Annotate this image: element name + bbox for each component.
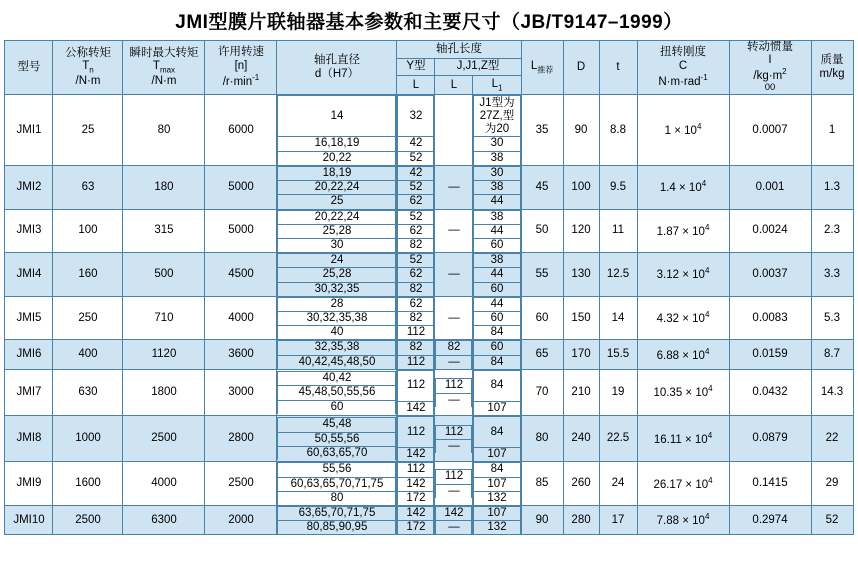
Ljz-sub: — — [436, 439, 472, 453]
cell-speed: 3000 — [205, 369, 277, 415]
cell-L-rec: 90 — [521, 506, 563, 535]
cell-bore — [277, 462, 397, 506]
cell-L-jz — [435, 95, 473, 165]
table-body — [5, 95, 853, 535]
cell-t: 15.5 — [599, 340, 637, 369]
cell-t: 11 — [599, 209, 637, 253]
cell-mass: 5.3 — [811, 296, 853, 340]
L1-sub: 44 — [474, 268, 520, 282]
cell-L-jz: — — [435, 253, 473, 297]
cell-L — [397, 340, 435, 369]
cell-mass: 52 — [811, 506, 853, 535]
L1-sub: 107 — [474, 448, 520, 462]
cell-stiffness: $4.32 \times 10^4$ — [637, 296, 729, 340]
L1-sub: 84 — [474, 370, 520, 401]
bore-sub: 20,22 — [278, 151, 396, 165]
cell-stiffness: $3.12 \times 10^4$ — [637, 253, 729, 297]
spec-table — [4, 40, 853, 535]
L-sub: 62 — [398, 224, 434, 238]
table-row — [5, 209, 853, 253]
th-L-jz: L — [435, 76, 473, 95]
cell-model: JMI8 — [5, 416, 53, 462]
cell-model: JMI7 — [5, 369, 53, 415]
cell-max-torque: 4000 — [123, 462, 205, 506]
cell-inertia: 0.0159 — [729, 340, 811, 369]
cell-inertia: 0.1415 — [729, 462, 811, 506]
cell-speed: 2800 — [205, 416, 277, 462]
th-jz-type: J,J1,Z型 — [435, 58, 521, 76]
bore-sub: 30,32,35 — [278, 282, 396, 296]
L-sub: 62 — [398, 268, 434, 282]
cell-L-jz — [435, 462, 473, 506]
cell-L-rec: 35 — [521, 95, 563, 165]
cell-speed: 4000 — [205, 296, 277, 340]
bore-sub: 14 — [278, 96, 396, 137]
L1-sub: 84 — [474, 463, 520, 477]
cell-max-torque: 315 — [123, 209, 205, 253]
cell-inertia: 0.0007 — [729, 95, 811, 165]
table-head — [5, 41, 853, 95]
cell-L1 — [473, 340, 521, 369]
cell-model: JMI2 — [5, 165, 53, 209]
cell-speed: 5000 — [205, 209, 277, 253]
cell-t: 14 — [599, 296, 637, 340]
cell-D: 150 — [563, 296, 599, 340]
L-sub: 52 — [398, 181, 434, 195]
L1-sub: 30 — [474, 166, 520, 180]
cell-D: 170 — [563, 340, 599, 369]
bore-sub: 40,42,45,48,50 — [278, 355, 396, 369]
Ljz-sub: 82 — [436, 341, 472, 355]
table-row — [5, 296, 853, 340]
cell-L-rec: 60 — [521, 296, 563, 340]
cell-D: 260 — [563, 462, 599, 506]
th-bore-l1: 轴孔直径 — [313, 54, 360, 67]
bore-sub: 25 — [278, 195, 396, 209]
Ljz-sub: 112 — [436, 425, 472, 439]
L1-sub: 107 — [474, 507, 520, 521]
bore-sub: 20,22,24 — [278, 210, 396, 224]
cell-t: 8.8 — [599, 95, 637, 165]
cell-stiffness: $6.88 \times 10^4$ — [637, 340, 729, 369]
L-sub: 82 — [398, 312, 434, 326]
L-sub: 42 — [398, 166, 434, 180]
cell-bore — [277, 296, 397, 340]
L-sub: 142 — [398, 401, 434, 415]
cell-speed: 3600 — [205, 340, 277, 369]
cell-mass: 22 — [811, 416, 853, 462]
Ljz-sub: — — [436, 393, 472, 407]
cell-t: 9.5 — [599, 165, 637, 209]
th-rated-torque-l1: 公称转矩 — [64, 47, 111, 60]
cell-L — [397, 209, 435, 253]
L1-sub: 132 — [474, 521, 520, 535]
L1-sub: 107 — [474, 477, 520, 491]
L1-sub: 44 — [474, 224, 520, 238]
L1-sub: 60 — [474, 282, 520, 296]
L1-sub: 60 — [474, 312, 520, 326]
cell-t: 22.5 — [599, 416, 637, 462]
L-sub: 52 — [398, 151, 434, 165]
cell-D: 120 — [563, 209, 599, 253]
cell-inertia: 0.001 — [729, 165, 811, 209]
th-bore-l2: d（H7） — [314, 67, 360, 80]
cell-L — [397, 296, 435, 340]
th-speed — [205, 41, 277, 95]
bore-sub: 80,85,90,95 — [278, 521, 396, 535]
cell-stiffness: $16.11 \times 10^4$ — [637, 416, 729, 462]
cell-L1 — [473, 506, 521, 535]
th-L1: $L_1$ — [473, 76, 521, 95]
L-sub: 82 — [398, 238, 434, 252]
cell-L-jz: — — [435, 165, 473, 209]
cell-model: JMI10 — [5, 506, 53, 535]
table-row — [5, 369, 853, 415]
th-bore-length-group: 轴孔长度 — [397, 41, 521, 59]
Ljz-sub: 112 — [436, 470, 472, 484]
Ljz-sub: — — [436, 521, 472, 535]
bore-sub: 20,22,24 — [278, 181, 396, 195]
th-speed-unit: $/r\cdot\min^{-1}$ — [222, 72, 260, 88]
L-sub: 172 — [398, 521, 434, 535]
cell-L — [397, 416, 435, 462]
cell-rated-torque: 63 — [53, 165, 123, 209]
bore-sub: 45,48 — [278, 418, 396, 432]
L-sub: 142 — [398, 507, 434, 521]
cell-stiffness: $1.87 \times 10^4$ — [637, 209, 729, 253]
cell-rated-torque: 160 — [53, 253, 123, 297]
bore-sub: 25,28 — [278, 224, 396, 238]
cell-mass: 29 — [811, 462, 853, 506]
th-mass-l1: 质量 — [820, 54, 844, 67]
th-L: L — [397, 76, 435, 95]
th-inertia — [729, 41, 811, 95]
th-mass — [811, 41, 853, 95]
L-sub: 32 — [398, 96, 434, 137]
th-max-torque — [123, 41, 205, 95]
cell-inertia: 0.0024 — [729, 209, 811, 253]
cell-max-torque: 2500 — [123, 416, 205, 462]
cell-bore — [277, 95, 397, 165]
table-row — [5, 95, 853, 165]
cell-L-rec: 70 — [521, 369, 563, 415]
L-sub: 142 — [398, 448, 434, 462]
th-max-torque-l1: 瞬时最大转矩 — [129, 47, 199, 60]
th-stiffness-l2: C — [678, 59, 688, 72]
cell-stiffness: $7.88 \times 10^4$ — [637, 506, 729, 535]
cell-L-jz — [435, 506, 473, 535]
Ljz-sub: 112 — [436, 379, 472, 393]
header-row-1 — [5, 41, 853, 59]
cell-mass: 1.3 — [811, 165, 853, 209]
th-D: D — [563, 41, 599, 95]
Ljz-sub: — — [436, 484, 472, 498]
L1-sub: 38 — [474, 254, 520, 268]
cell-L — [397, 165, 435, 209]
cell-rated-torque: 630 — [53, 369, 123, 415]
bore-sub: 40 — [278, 326, 396, 340]
th-speed-l1: 许用转速 — [217, 46, 264, 59]
cell-L — [397, 462, 435, 506]
bore-sub: 30 — [278, 238, 396, 252]
cell-L1 — [473, 209, 521, 253]
cell-rated-torque: 1000 — [53, 416, 123, 462]
cell-stiffness: $1.4 \times 10^4$ — [637, 165, 729, 209]
L1-sub: 84 — [474, 355, 520, 369]
table-row — [5, 340, 853, 369]
cell-bore — [277, 340, 397, 369]
cell-L1 — [473, 462, 521, 506]
bore-sub: 32,35,38 — [278, 341, 396, 355]
cell-bore — [277, 165, 397, 209]
L1-sub: 38 — [474, 181, 520, 195]
table-row — [5, 416, 853, 462]
cell-L-jz — [435, 369, 473, 415]
cell-L-rec: 45 — [521, 165, 563, 209]
bore-sub: 40,42 — [278, 372, 396, 386]
L-sub: 82 — [398, 282, 434, 296]
th-y-type: Y型 — [397, 58, 435, 76]
table-row — [5, 253, 853, 297]
cell-bore — [277, 369, 397, 415]
bore-sub: 45,48,50,55,56 — [278, 386, 396, 400]
L-sub: 112 — [398, 326, 434, 340]
cell-L — [397, 95, 435, 165]
cell-D: 240 — [563, 416, 599, 462]
cell-mass: 8.7 — [811, 340, 853, 369]
cell-L1 — [473, 95, 521, 165]
table-row — [5, 165, 853, 209]
cell-L-rec: 85 — [521, 462, 563, 506]
bore-sub: 18,19 — [278, 166, 396, 180]
L-sub: 172 — [398, 491, 434, 505]
th-L-rec: $L_{推荐}$ — [521, 41, 563, 95]
L1-sub: 38 — [474, 151, 520, 165]
th-t: t — [599, 41, 637, 95]
cell-D: 90 — [563, 95, 599, 165]
Ljz-sub: — — [436, 355, 472, 369]
th-rated-torque-sym: $T_n$ — [82, 60, 94, 75]
cell-speed: 6000 — [205, 95, 277, 165]
cell-model: JMI3 — [5, 209, 53, 253]
cell-L1 — [473, 296, 521, 340]
cell-t: 12.5 — [599, 253, 637, 297]
th-speed-l2: [n] — [234, 59, 248, 72]
cell-L — [397, 253, 435, 297]
cell-stiffness: $10.35 \times 10^4$ — [637, 369, 729, 415]
cell-D: 130 — [563, 253, 599, 297]
th-rated-torque-unit: /N·m — [75, 74, 101, 87]
bore-sub: 80 — [278, 491, 396, 505]
L-sub: 42 — [398, 137, 434, 151]
bore-sub: 25,28 — [278, 268, 396, 282]
L-sub: 112 — [398, 370, 434, 401]
th-inertia-l1: 转动惯量 — [747, 41, 794, 53]
cell-t: 19 — [599, 369, 637, 415]
L1-sub: 60 — [474, 238, 520, 252]
cell-L-rec: 65 — [521, 340, 563, 369]
th-stiffness-l1: 扭转刚度 — [660, 46, 707, 59]
L1-sub: 60 — [474, 341, 520, 355]
cell-mass: 3.3 — [811, 253, 853, 297]
cell-max-torque: 1800 — [123, 369, 205, 415]
cell-inertia: 0.0432 — [729, 369, 811, 415]
L-sub: 52 — [398, 254, 434, 268]
L-sub: 112 — [398, 417, 434, 448]
cell-bore — [277, 253, 397, 297]
cell-rated-torque: 250 — [53, 296, 123, 340]
L-sub: 82 — [398, 341, 434, 355]
cell-D: 210 — [563, 369, 599, 415]
cell-t: 17 — [599, 506, 637, 535]
cell-D: 100 — [563, 165, 599, 209]
th-max-torque-sym: $T_{max}$ — [152, 60, 176, 75]
cell-inertia: 0.0083 — [729, 296, 811, 340]
cell-max-torque: 180 — [123, 165, 205, 209]
bore-sub: 50,55,56 — [278, 432, 396, 446]
cell-model: JMI6 — [5, 340, 53, 369]
th-inertia-sub: 00 — [764, 82, 776, 94]
cell-inertia: 0.0879 — [729, 416, 811, 462]
cell-stiffness: $1 \times 10^4$ — [637, 95, 729, 165]
th-bore — [277, 41, 397, 95]
cell-L — [397, 506, 435, 535]
cell-L1 — [473, 369, 521, 415]
cell-D: 280 — [563, 506, 599, 535]
bore-sub: 60,63,65,70 — [278, 446, 396, 460]
L1-sub: 84 — [474, 326, 520, 340]
cell-bore — [277, 209, 397, 253]
cell-model: JMI5 — [5, 296, 53, 340]
bore-sub: 16,18,19 — [278, 137, 396, 151]
cell-rated-torque: 400 — [53, 340, 123, 369]
L-sub: 142 — [398, 477, 434, 491]
bore-sub: 55,56 — [278, 463, 396, 477]
cell-L-rec: 80 — [521, 416, 563, 462]
cell-speed: 4500 — [205, 253, 277, 297]
cell-bore — [277, 416, 397, 462]
page-title: JMI型膜片联轴器基本参数和主要尺寸（JB/T9147–1999） — [175, 12, 683, 33]
th-rated-torque — [53, 41, 123, 95]
cell-speed: 5000 — [205, 165, 277, 209]
cell-L — [397, 369, 435, 415]
th-model: 型号 — [5, 41, 53, 95]
th-inertia-unit: $/kg\cdot m^2$ — [753, 67, 787, 83]
cell-rated-torque: 25 — [53, 95, 123, 165]
cell-L-rec: 55 — [521, 253, 563, 297]
cell-max-torque: 80 — [123, 95, 205, 165]
L1-sub: 44 — [474, 195, 520, 209]
cell-rated-torque: 100 — [53, 209, 123, 253]
cell-L-jz: — — [435, 296, 473, 340]
cell-inertia: 0.2974 — [729, 506, 811, 535]
th-max-torque-unit: /N·m — [151, 74, 177, 87]
th-stiffness — [637, 41, 729, 95]
L1-sub: 44 — [474, 297, 520, 311]
cell-L-rec: 50 — [521, 209, 563, 253]
L1-sub: 38 — [474, 210, 520, 224]
L1-note: J1型为 27Z,型 为20 — [474, 96, 520, 137]
cell-max-torque: 710 — [123, 296, 205, 340]
cell-model: JMI1 — [5, 95, 53, 165]
bore-sub: 60,63,65,70,71,75 — [278, 477, 396, 491]
cell-inertia: 0.0037 — [729, 253, 811, 297]
L-sub: 52 — [398, 210, 434, 224]
cell-stiffness: $26.17 \times 10^4$ — [637, 462, 729, 506]
L1-sub: 132 — [474, 491, 520, 505]
cell-mass: 2.3 — [811, 209, 853, 253]
Ljz-sub: 142 — [436, 507, 472, 521]
cell-max-torque: 500 — [123, 253, 205, 297]
cell-max-torque: 6300 — [123, 506, 205, 535]
L1-sub: 30 — [474, 137, 520, 151]
bore-sub: 30,32,35,38 — [278, 312, 396, 326]
L-sub: 112 — [398, 355, 434, 369]
bore-sub: 24 — [278, 254, 396, 268]
cell-speed: 2500 — [205, 462, 277, 506]
L-sub: 62 — [398, 297, 434, 311]
bore-sub: 60 — [278, 400, 396, 414]
cell-L1 — [473, 416, 521, 462]
cell-rated-torque: 1600 — [53, 462, 123, 506]
cell-mass: 1 — [811, 95, 853, 165]
cell-bore — [277, 506, 397, 535]
cell-rated-torque: 2500 — [53, 506, 123, 535]
cell-max-torque: 1120 — [123, 340, 205, 369]
cell-L-jz: — — [435, 209, 473, 253]
L-sub: 112 — [398, 463, 434, 477]
L1-sub: 107 — [474, 401, 520, 415]
L-sub: 62 — [398, 195, 434, 209]
cell-L1 — [473, 253, 521, 297]
table-row — [5, 462, 853, 506]
bore-sub: 28 — [278, 297, 396, 311]
cell-speed: 2000 — [205, 506, 277, 535]
cell-mass: 14.3 — [811, 369, 853, 415]
cell-model: JMI9 — [5, 462, 53, 506]
th-mass-l2: m/kg — [819, 67, 845, 80]
cell-model: JMI4 — [5, 253, 53, 297]
table-row — [5, 506, 853, 535]
cell-t: 24 — [599, 462, 637, 506]
th-stiffness-unit: N·m·rad$^{-1}$ — [658, 72, 708, 88]
th-inertia-l2: I — [768, 54, 772, 67]
L1-sub: 84 — [474, 417, 520, 448]
bore-sub: 63,65,70,71,75 — [278, 507, 396, 521]
cell-L-jz — [435, 340, 473, 369]
cell-L-jz — [435, 416, 473, 462]
cell-L1 — [473, 165, 521, 209]
